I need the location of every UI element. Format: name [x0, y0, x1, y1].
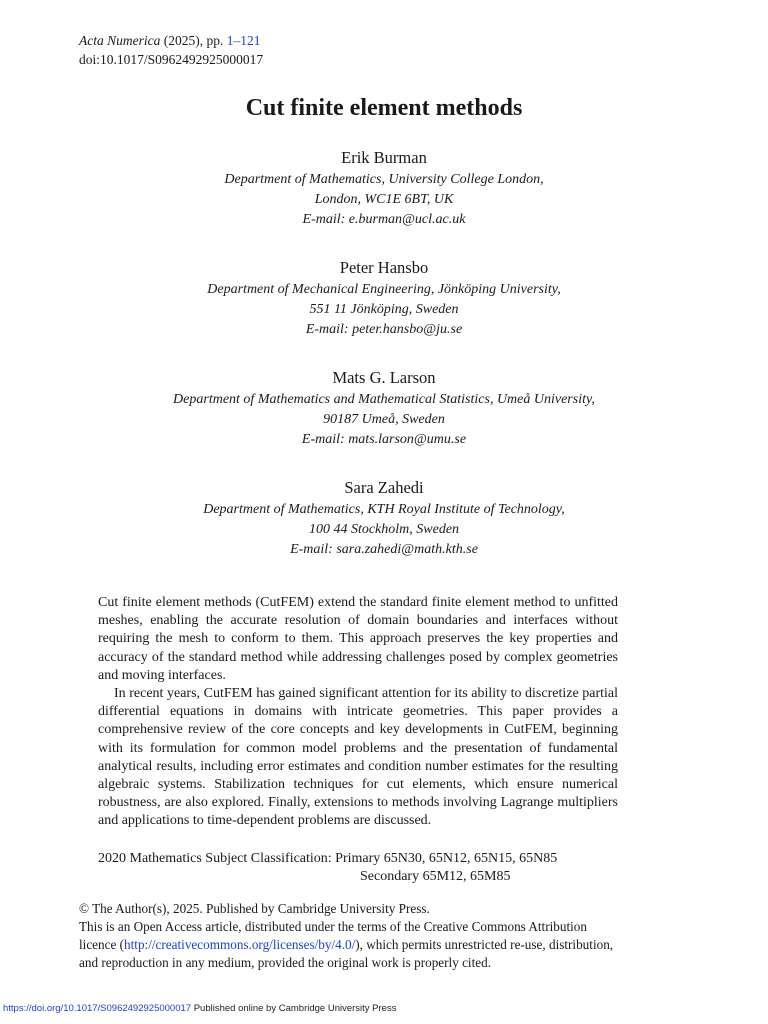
journal-citation: [79, 31, 263, 50]
author-address: 551 11 Jönköping, Sweden: [309, 302, 459, 317]
footer-doi-link[interactable]: https://doi.org/10.1017/S0962492925000017: [3, 1003, 192, 1014]
author-block-3: [0, 367, 768, 450]
author-affiliation: Department of Mathematics, KTH Royal Institute of Technology,: [203, 502, 565, 517]
author-email: E-mail: e.burman@ucl.ac.uk: [302, 212, 466, 227]
author-block-4: [0, 477, 768, 560]
journal-meta: [79, 31, 263, 69]
abstract-paragraph-1: Cut finite element methods (CutFEM) extend the standard finite element method to unfitted meshes, enabling the accurate resolution of domain boundaries and interfaces without requiring the mesh to conform to them. This approach preserves the key properties and accuracy of the standard method while addressing challenges posed by complex geometries and moving interfaces.: [98, 595, 618, 683]
author-name: Sara Zahedi: [344, 478, 424, 497]
author-address: London, WC1E 6BT, UK: [314, 192, 454, 207]
abstract: [98, 594, 618, 831]
journal-year-pages: (2025), pp.: [160, 33, 227, 48]
license-notice: [79, 900, 639, 972]
license-line-3: [79, 936, 639, 954]
msc-secondary: Secondary 65M12, 65M85: [360, 869, 511, 884]
msc-classification: [98, 850, 557, 886]
footer-published: Published online by Cambridge University Press: [191, 1003, 397, 1014]
author-affiliation: Department of Mechanical Engineering, Jönköping University,: [207, 282, 561, 297]
msc-primary: 2020 Mathematics Subject Classification: Primary 65N30, 65N12, 65N15, 65N85: [98, 851, 558, 866]
paper-title: Cut finite element methods: [245, 95, 523, 121]
author-email: E-mail: peter.hansbo@ju.se: [305, 322, 463, 337]
author-name: Erik Burman: [341, 148, 427, 167]
author-block-1: [0, 147, 768, 230]
license-suffix: ), which permits unrestricted re-use, distribution,: [355, 937, 614, 952]
license-prefix: licence (: [79, 937, 125, 952]
author-email: E-mail: sara.zahedi@math.kth.se: [290, 542, 478, 557]
license-line-4: and reproduction in any medium, provided the original work is properly cited.: [79, 955, 492, 970]
license-line-2: This is an Open Access article, distributed under the terms of the Creative Commons Attribution: [79, 919, 587, 934]
author-block-2: [0, 257, 768, 340]
author-name: Mats G. Larson: [332, 368, 436, 387]
journal-name: Acta Numerica: [79, 33, 161, 48]
creative-commons-link[interactable]: http://creativecommons.org/licenses/by/4.0/: [124, 937, 356, 952]
author-affiliation: Department of Mathematics and Mathematical Statistics, Umeå University,: [173, 392, 595, 407]
author-address: 90187 Umeå, Sweden: [323, 412, 445, 427]
doi-line: doi:10.1017/S0962492925000017: [79, 52, 264, 67]
author-affiliation: Department of Mathematics, University College London,: [224, 172, 544, 187]
page-footer: [3, 1003, 396, 1014]
author-name: Peter Hansbo: [339, 258, 429, 277]
author-address: 100 44 Stockholm, Sweden: [308, 522, 460, 537]
page-range-link[interactable]: 1–121: [226, 33, 261, 48]
copyright-line: © The Author(s), 2025. Published by Cambridge University Press.: [79, 901, 430, 916]
abstract-paragraph-2: In recent years, CutFEM has gained significant attention for its ability to discretize partial differential equations in domains with intricate geometries. This paper provides a comprehensive review of the core concepts and key developments in CutFEM, beginning with its formulation for common model problems and the presentation of fundamental analytical results, including error estimates and condition number estimates for the resulting algebraic systems. Stabilization techniques for cut elements, which ensure numerical robustness, are also explored. Finally, extensions to methods involving Lagrange multipliers and applications to time-dependent problems are discussed.: [98, 686, 618, 829]
author-email: E-mail: mats.larson@umu.se: [301, 432, 467, 447]
